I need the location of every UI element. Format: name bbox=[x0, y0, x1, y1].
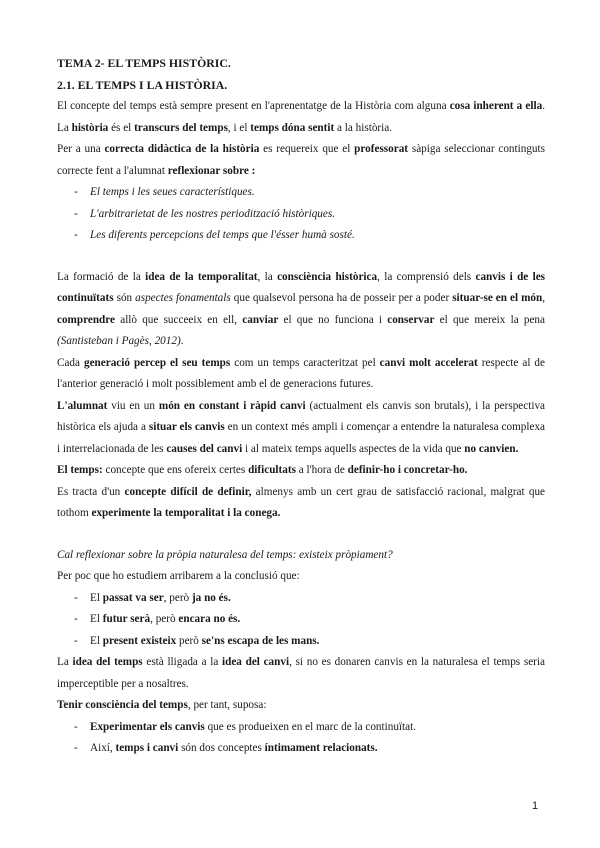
text-run: allò que succeeix en ell, bbox=[115, 313, 243, 326]
bold-text: conservar bbox=[387, 313, 435, 326]
text-run: , però bbox=[150, 613, 179, 625]
bold-text: concepte difícil de definir, bbox=[124, 485, 252, 498]
text-run: sàpiga seleccionar continguts correcte fent a l'alumnat bbox=[57, 143, 545, 177]
list-time bbox=[57, 588, 545, 653]
bold-text: encara no és. bbox=[178, 613, 241, 625]
text-run: el que mereix la pena bbox=[434, 313, 545, 326]
bold-text: món en constant i ràpid canvi bbox=[158, 399, 306, 412]
text-run: La formació de la bbox=[57, 270, 146, 283]
list-characteristics bbox=[57, 182, 545, 247]
text-run: , la comprensió dels bbox=[377, 270, 476, 283]
paragraph-5 bbox=[57, 396, 545, 461]
bold-text: íntimament relacionats. bbox=[264, 742, 378, 754]
list-item: - El temps i les seues característiques. bbox=[57, 182, 545, 204]
bold-text: canvis i de les continuïtats bbox=[57, 270, 546, 304]
list-item: - L'arbitrarietat de les nostres periodització històriques. bbox=[57, 204, 545, 226]
paragraph-4 bbox=[57, 353, 545, 396]
text-run: el que no funciona i bbox=[278, 313, 388, 326]
bold-text: Experimentar els canvis bbox=[90, 720, 205, 733]
paragraph-3 bbox=[57, 267, 545, 353]
bold-text: situar-se en el món bbox=[452, 292, 543, 304]
text-run: a l'hora de bbox=[295, 464, 348, 476]
paragraph-7 bbox=[57, 482, 545, 525]
bold-text: idea del temps bbox=[72, 656, 143, 668]
bold-text: canviar bbox=[242, 313, 279, 326]
text-run: El concepte del temps està sempre present en l'aprenentatge de la Història com alguna bbox=[57, 100, 450, 112]
paragraph-2 bbox=[57, 139, 545, 182]
text-run: Cada bbox=[57, 356, 84, 369]
text-run: almenys amb un cert grau de satisfacció racional, malgrat que tothom bbox=[57, 485, 546, 519]
bold-text: experimente la temporalitat i la conega. bbox=[91, 507, 281, 519]
bold-text: temps i canvi bbox=[115, 742, 179, 754]
text-run: El bbox=[90, 634, 103, 647]
text-run: El bbox=[90, 613, 103, 625]
bold-text: comprendre bbox=[57, 313, 116, 326]
text-run: com un temps caracteritzat pel bbox=[230, 356, 380, 369]
paragraph-10 bbox=[57, 695, 545, 717]
list-item bbox=[57, 609, 545, 631]
text-run: , per tant, suposa: bbox=[187, 699, 267, 711]
text-run: a la història. bbox=[334, 121, 393, 134]
bold-text: no canvien. bbox=[464, 442, 519, 455]
text-run: són dos conceptes bbox=[178, 742, 265, 754]
bold-text: causes del canvi bbox=[166, 442, 243, 455]
text-run: concepte que ens ofereix certes bbox=[102, 464, 249, 476]
bold-text: professorat bbox=[354, 143, 409, 155]
bold-text: consciència històrica bbox=[277, 270, 378, 283]
bold-text: definir-ho i concretar-ho. bbox=[347, 464, 468, 476]
bold-text: cosa inherent a ella bbox=[449, 100, 543, 112]
bold-text: idea de la temporalitat bbox=[145, 270, 258, 283]
text-run: Es tracta d'un bbox=[57, 485, 125, 498]
section-heading: 2.1. EL TEMPS I LA HISTÒRIA. bbox=[57, 78, 228, 92]
text-run: Així, bbox=[90, 742, 116, 754]
bold-text: correcta didàctica de la història bbox=[104, 143, 260, 155]
bold-text: passat va ser bbox=[102, 591, 164, 604]
bold-text: se'ns escapa de les mans. bbox=[201, 634, 320, 647]
list-item bbox=[57, 717, 545, 739]
list-item bbox=[57, 588, 545, 610]
question-heading: Cal reflexionar sobre la pròpia naturalesa del temps: existeix pròpiament? bbox=[57, 548, 393, 561]
italic-text: aspectes fonamentals bbox=[135, 292, 231, 304]
text-run: és el bbox=[108, 121, 135, 134]
text-run: en un context més ampli i començar a entendre la naturalesa complexa i interrelacionada de les bbox=[57, 421, 545, 455]
list-item: - Les diferents percepcions del temps que l'ésser humà sosté. bbox=[57, 225, 545, 247]
text-run: respecte al de l'anterior generació i molt possiblement amb el de generacions futures. bbox=[57, 356, 545, 390]
bold-text: present existeix bbox=[102, 634, 177, 647]
text-run: El bbox=[90, 591, 103, 604]
bold-text: idea del canvi bbox=[222, 656, 290, 668]
text-run: . La bbox=[57, 100, 545, 134]
bold-text: temps dóna sentit bbox=[250, 121, 335, 134]
paragraph-6 bbox=[57, 460, 545, 482]
bold-text: El temps: bbox=[57, 464, 103, 476]
text-run: , però bbox=[163, 591, 192, 604]
text-run: està lligada a la bbox=[142, 656, 223, 668]
text-run: Per a una bbox=[57, 143, 105, 155]
text-run: i al mateix temps aquells aspectes de la vida que bbox=[242, 442, 465, 455]
text-run: que es produeixen en el marc de la continuïtat. bbox=[204, 720, 417, 733]
text-run: (actualment els canvis son brutals), i la perspectiva històrica els ajuda a bbox=[57, 399, 546, 433]
bold-text: generació percep el seu temps bbox=[83, 356, 231, 369]
bold-text: L'alumnat bbox=[57, 399, 108, 412]
text-run: viu en un bbox=[107, 399, 159, 412]
document-page bbox=[57, 52, 545, 760]
bold-text: reflexionar sobre : bbox=[167, 164, 256, 177]
text-run: , i el bbox=[227, 121, 251, 134]
text-run: però bbox=[176, 634, 202, 647]
text-run: . bbox=[180, 335, 184, 347]
paragraph-9 bbox=[57, 652, 545, 695]
bold-text: Tenir consciència del temps bbox=[57, 699, 188, 711]
paragraph-8: Per poc que ho estudiem arribarem a la conclusió que: bbox=[57, 570, 300, 582]
italic-text: (Santisteban i Pagès, 2012) bbox=[57, 335, 181, 347]
bold-text: canvi molt accelerat bbox=[379, 356, 478, 369]
list-item bbox=[57, 631, 545, 653]
bold-text: dificultats bbox=[248, 464, 296, 476]
bold-text: situar els canvis bbox=[148, 421, 225, 433]
paragraph-1 bbox=[57, 96, 545, 139]
text-run: es requereix que el bbox=[259, 143, 355, 155]
text-run: , bbox=[542, 292, 546, 304]
bold-text: transcurs del temps bbox=[134, 121, 228, 134]
bold-text: futur serà bbox=[102, 613, 151, 625]
document-title: TEMA 2- EL TEMPS HISTÒRIC. bbox=[57, 56, 231, 70]
bold-text: història bbox=[71, 121, 109, 134]
text-run: , si no es donaren canvis en la naturalesa el temps seria imperceptible per a nosaltres. bbox=[57, 656, 545, 690]
list-item bbox=[57, 738, 545, 760]
text-run: , la bbox=[257, 270, 278, 283]
text-run: La bbox=[57, 656, 73, 668]
bold-text: ja no és. bbox=[191, 591, 231, 604]
page-number: 1 bbox=[532, 800, 539, 812]
text-run: que qualsevol persona ha de posseir per a poder bbox=[230, 292, 453, 304]
text-run: són bbox=[113, 292, 136, 304]
list-consciousness bbox=[57, 717, 545, 760]
